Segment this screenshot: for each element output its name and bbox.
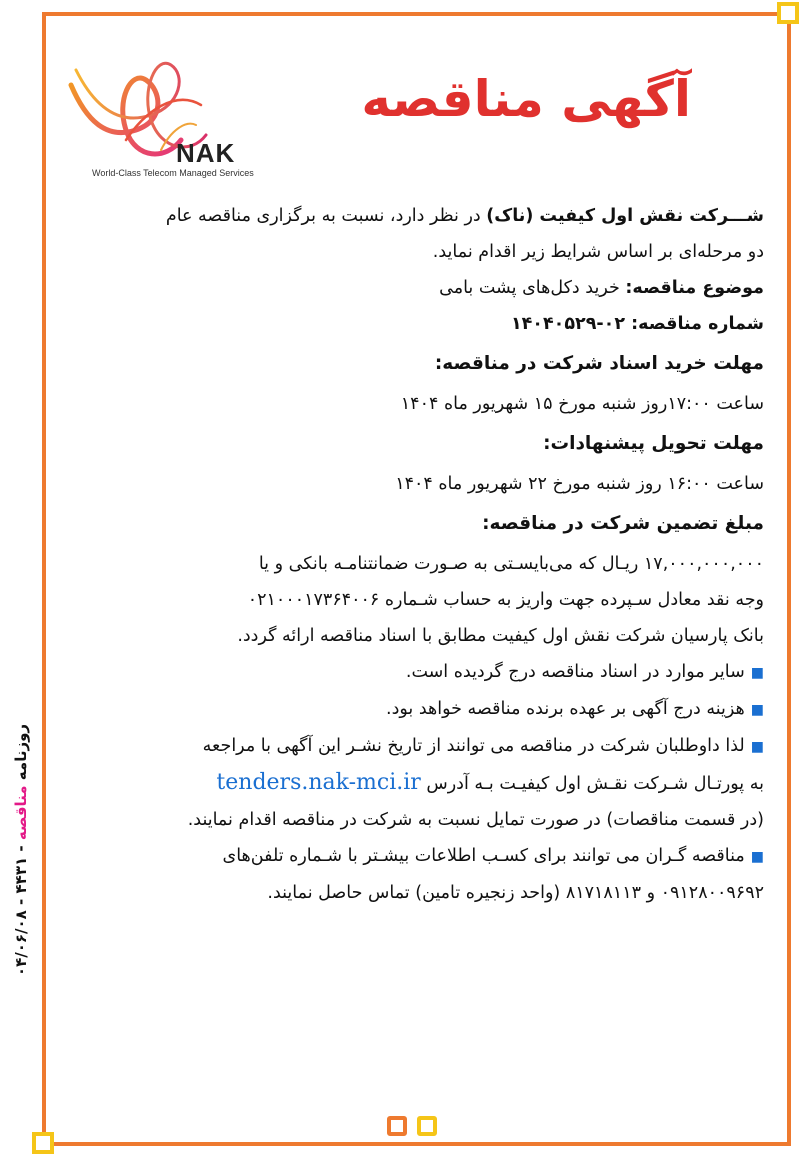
logo-wordmark: NAK xyxy=(176,138,236,168)
guarantee-line-3: بانک پارسیان شرکت نقش اول کیفیت مطابق با اسناد مناقصه ارائه گردد. xyxy=(237,626,764,646)
doc-deadline-heading: مهلت خرید اسناد شرکت در مناقصه: xyxy=(434,353,764,374)
bid-deadline-text: ساعت ۱۶:۰۰ روز شنبه مورخ ۲۲ شهریور ماه ۱۴۰۴ xyxy=(395,474,764,494)
ornament-square-yellow xyxy=(417,1116,437,1136)
number-label: شماره مناقصه: xyxy=(631,314,764,334)
logo-tagline: World-Class Telecom Managed Services xyxy=(92,168,254,178)
guarantee-heading: مبلغ تضمین شرکت در مناقصه: xyxy=(482,513,764,534)
contact-phones: ۰۹۱۲۸۰۰۹۶۹۲ و ۸۱۷۱۸۱۱۳ (واحد زنجیره تامین) تماس حاصل نمایند. xyxy=(267,883,764,903)
doc-deadline-text: ساعت ۱۷:۰۰روز شنبه مورخ ۱۵ شهریور ماه ۱۴۰۴ xyxy=(400,394,764,414)
guarantee-line-1: ۱۷,۰۰۰,۰۰۰,۰۰۰ ریـال که می‌بایسـتی به صـورت ضمانتنامـه بانکی و یا xyxy=(258,554,764,574)
number-value: ۰۲-۱۴۰۴۰۵۲۹ xyxy=(510,314,632,334)
intro-line-2: دو مرحله‌ای بر اساس شرایط زیر اقدام نماید. xyxy=(432,242,764,262)
portal-line: به پورتـال شـرکت نقـش اول کیفیـت بـه آدرس tenders.nak-mci.ir xyxy=(216,770,764,795)
square-bullet-icon: ■ xyxy=(750,739,764,755)
bid-deadline-heading: مهلت تحویل پیشنهادات: xyxy=(543,433,764,454)
newspaper-side-label xyxy=(6,700,36,1000)
side-prefix: روزنامه xyxy=(12,723,30,781)
side-brand: مناقصه xyxy=(12,785,30,841)
page-title: آگهی مناقصه xyxy=(361,70,691,128)
bullet-item: ■مناقصه گـران می توانند برای کسـب اطلاعات بیشـتر با شـماره تلفن‌های xyxy=(222,846,764,866)
bottom-ornament xyxy=(372,1110,452,1142)
ornament-square-orange xyxy=(387,1116,407,1136)
square-bullet-icon: ■ xyxy=(750,665,764,681)
bullet-item: ■سایر موارد در اسناد مناقصه درج گردیده است. xyxy=(405,662,764,682)
bullet-item: ■لذا داوطلبان شرکت در مناقصه می توانند از تاریخ نشـر این آگهی با مراجعه xyxy=(202,736,764,756)
subject-label: موضوع مناقصه: xyxy=(625,278,764,298)
bullet-item: ■هزینه درج آگهی بر عهده برنده مناقصه خواهد بود. xyxy=(386,699,764,719)
subject-line xyxy=(72,270,764,306)
side-date: ۰۴/۰۶/۰۸ xyxy=(12,910,30,977)
intro-line-1 xyxy=(72,198,764,234)
bullet-continuation: (در قسمت مناقصات) در صورت تمایل نسبت به شرکت در مناقصه اقدام نمایند. xyxy=(187,810,764,830)
corner-ornament-bottom-left xyxy=(32,1132,54,1154)
subject-value: خرید دکل‌های پشت بامی xyxy=(439,278,626,298)
portal-link[interactable]: tenders.nak-mci.ir xyxy=(216,770,421,795)
company-name: شـــرکت نقش اول کیفیت (ناک) xyxy=(486,206,764,226)
guarantee-line-2: وجه نقد معادل سـپرده جهت واریز به حساب شـماره ۰۲۱۰۰۰۱۷۳۶۴۰۰۶ xyxy=(247,590,764,610)
side-issue: - ۴۴۳۱ - xyxy=(12,845,30,905)
intro-rest: در نظر دارد، نسبت به برگزاری مناقصه عام xyxy=(165,206,487,226)
corner-ornament-top-right xyxy=(777,2,799,24)
square-bullet-icon: ■ xyxy=(750,702,764,718)
tender-number-line xyxy=(72,306,764,342)
square-bullet-icon: ■ xyxy=(750,849,764,865)
ad-body xyxy=(72,198,764,911)
